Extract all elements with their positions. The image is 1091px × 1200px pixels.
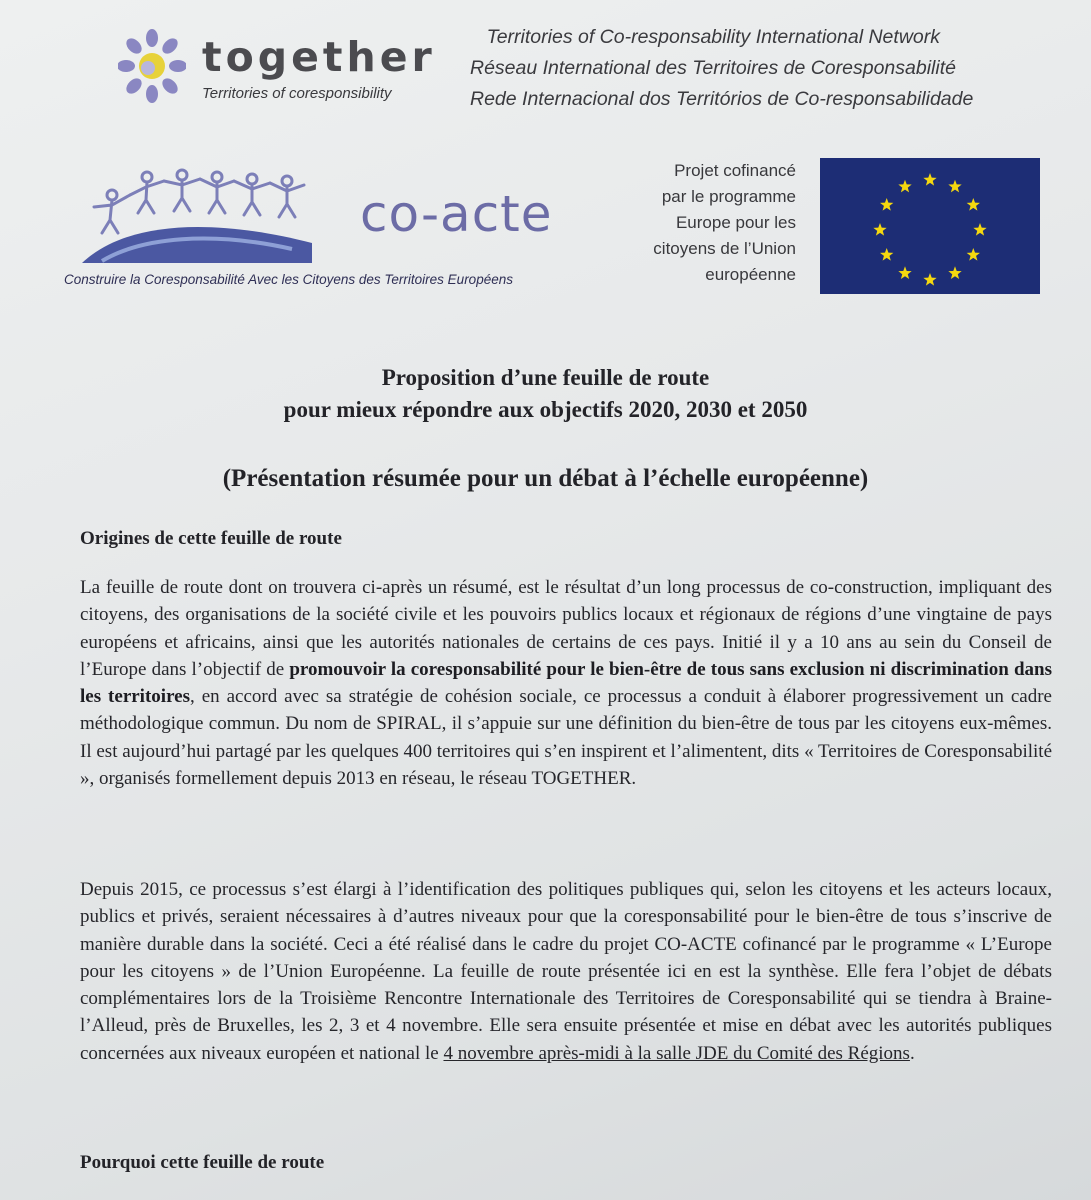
eu-cofunding-line: Projet cofinancé <box>674 161 796 180</box>
eu-cofunding-line: par le programme <box>661 187 796 206</box>
coacte-logo <box>60 165 620 295</box>
section-heading-why: Pourquoi cette feuille de route <box>80 1152 325 1173</box>
together-wordmark: together <box>202 33 436 81</box>
document-title-line2: pour mieux répondre aux objectifs 2020, 2030 et 2050 <box>283 397 808 422</box>
network-name-pt: Rede Internacional dos Territórios de Co-responsabilidade <box>470 88 974 110</box>
eu-star <box>898 266 911 279</box>
network-names <box>470 22 974 115</box>
eu-star <box>967 198 980 211</box>
eu-cofunding-text <box>620 158 796 288</box>
eu-star <box>948 266 961 279</box>
network-name-en: Territories of Co-responsability International Network <box>486 26 940 48</box>
paragraph-text: . <box>909 1042 915 1064</box>
together-logo <box>118 28 436 110</box>
document-title-line1: Proposition d’une feuille de route <box>381 365 710 390</box>
eu-star <box>967 248 980 261</box>
eu-cofunding-line: européenne <box>705 265 796 284</box>
paragraph-underlined-text: 4 novembre après-midi à la salle JDE du Comité des Régions <box>443 1042 910 1064</box>
eu-stars-icon <box>820 158 1040 294</box>
section-heading-origins: Origines de cette feuille de route <box>80 528 342 549</box>
eu-cofunding-line: Europe pour les <box>675 213 796 232</box>
paragraph-text: Depuis 2015, ce processus s’est élargi à l’identification des politiques publiques qui, selon les citoyens et les acteurs locaux, publics et privés, seraient nécessaires à d’autres niveaux pour que la coresponsabilité pour le bien-être de tous s’inscrive de manière durable dans la société. Ceci a été réalisé dans le cadre du projet CO-ACTE cofinancé par le programme « L’Europe pour les citoyens » de l’Union Européenne. La feuille de route présentée ici en est la synthèse. Elle fera l’objet de débats complémentaires lors de la Troisième Rencontre Internationale des Territoires de Coresponsabilité qui se tiendra à Braine-l’Alleud, près de Bruxelles, les 2, 3 et 4 novembre. Elle sera ensuite présentée et mise en débat avec les autorités publiques concernées aux niveaux européen et national le <box>80 879 1052 1064</box>
network-name-fr: Réseau International des Territoires de Coresponsabilité <box>470 57 956 79</box>
eu-star <box>923 173 936 186</box>
eu-flag <box>820 158 1040 294</box>
coacte-wordmark: co-acte <box>360 185 553 243</box>
eu-star <box>880 248 893 261</box>
eu-star <box>873 223 886 236</box>
flower-icon <box>118 28 186 104</box>
eu-star <box>973 223 986 236</box>
eu-star <box>898 180 911 193</box>
document-subtitle: (Présentation résumée pour un débat à l’échelle européenne) <box>222 465 869 492</box>
coacte-tagline: Construire la Coresponsabilité Avec les Citoyens des Territoires Européens <box>64 272 513 287</box>
eu-cofunding-line: citoyens de l’Union <box>653 239 796 258</box>
paragraph-text: La feuille de route dont on trouvera ci-après un résumé, est le résultat d’un long processus de co-construction, impliquant des citoyens, des organisations de la société civile et les pouvoirs publics locaux et régionaux de régions d’une vingtaine de pays européens et africains, ainsi que les autorités nationales de certains de ces pays. Initié il y a 10 ans au sein du Conseil de l’Europe dans l’objectif de <box>80 577 1052 680</box>
paragraph-origins <box>80 574 1052 792</box>
people-chain-icon <box>82 165 312 265</box>
eu-star <box>948 180 961 193</box>
together-tagline: Territories of coresponsibility <box>202 85 392 102</box>
eu-star <box>923 273 936 286</box>
paragraph-since-2015 <box>80 876 1052 1067</box>
eu-star <box>880 198 893 211</box>
paragraph-bold-text: promouvoir la coresponsabilité pour le bien-être de tous sans exclusion ni discrimination dans les territoires <box>80 658 1052 708</box>
paragraph-text: , en accord avec sa stratégie de cohésion sociale, ce processus a conduit à élaborer progressivement un cadre méthodologique commun. Du nom de SPIRAL, il s’appuie sur une définition du bien-être de tous par les citoyens eux-mêmes. Il est aujourd’hui partagé par les quelques 400 territoires qui s’en inspirent et l’alimentent, dits « Territoires de Coresponsabilité », organisés formellement depuis 2013 en réseau, le réseau TOGETHER. <box>80 686 1052 790</box>
